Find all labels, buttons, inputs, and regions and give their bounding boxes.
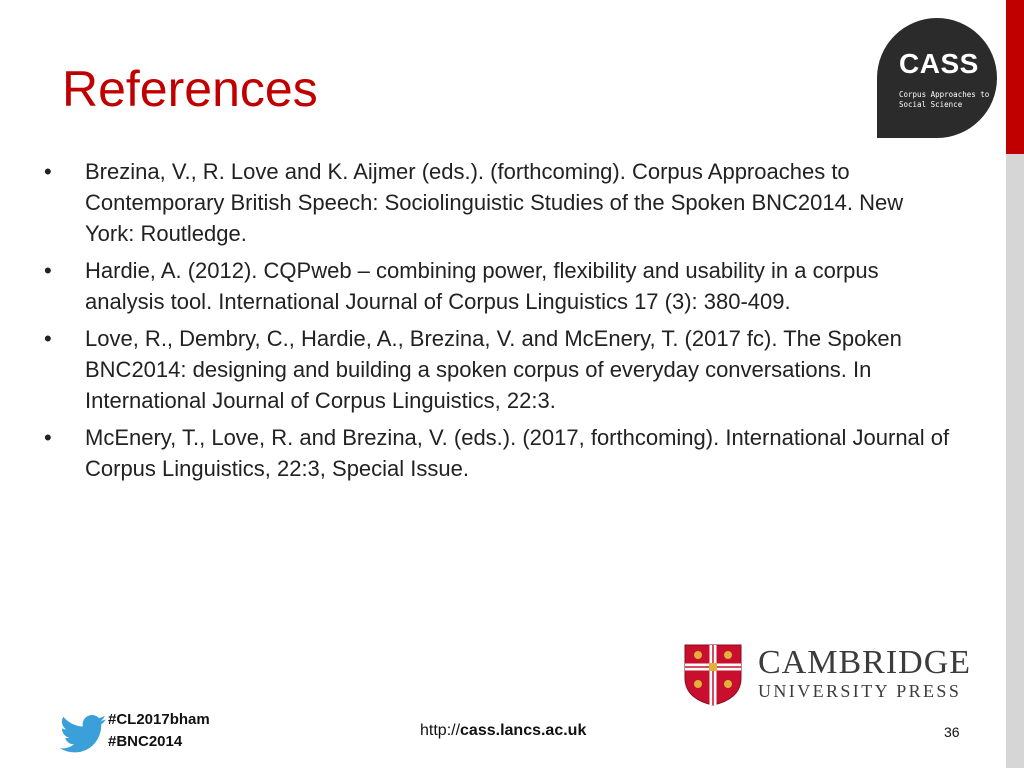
publisher-name: CAMBRIDGE (758, 644, 972, 681)
bullet-icon: • (44, 258, 52, 283)
cass-logo-subtitle: Corpus Approaches to Social Science (899, 90, 990, 109)
twitter-bird-icon (60, 714, 106, 754)
footer-url[interactable] (420, 722, 586, 740)
hashtags (108, 709, 210, 753)
reference-item (44, 255, 954, 317)
publisher-subtitle: UNIVERSITY PRESS (758, 681, 962, 701)
reference-text: Hardie, A. (2012). CQPweb – combining power, flexibility and usability in a corpus analysis tool. International Journal of Corpus Linguistics 17 (3): 380-409. (85, 258, 879, 314)
bullet-icon: • (44, 425, 52, 450)
page-number: 36 (944, 724, 960, 740)
bullet-icon: • (44, 326, 52, 351)
reference-item (44, 156, 954, 249)
url-domain: cass.lancs.ac.uk (460, 722, 587, 739)
bullet-icon: • (44, 159, 52, 184)
cass-logo-name: CASS (899, 48, 979, 79)
slide-title: References (62, 61, 318, 117)
reference-item (44, 422, 954, 484)
cass-logo (877, 18, 997, 138)
hashtag-cl2017bham: #CL2017bham (108, 711, 210, 728)
reference-text: Love, R., Dembry, C., Hardie, A., Brezina, V. and McEnery, T. (2017 fc). The Spoken BNC2014: designing and building a spoken corpus of everyday conversations. In International Journal of Corpus Linguistics, 22:3. (85, 326, 902, 413)
cambridge-university-press-logo (684, 644, 996, 706)
reference-text: McEnery, T., Love, R. and Brezina, V. (eds.). (2017, forthcoming). International Journal of Corpus Linguistics, 22:3, Special Issue. (85, 425, 950, 481)
cambridge-crest-icon (684, 644, 742, 706)
grey-side-bar (1006, 154, 1024, 768)
reference-list (44, 156, 954, 490)
reference-item (44, 323, 954, 416)
reference-text: Brezina, V., R. Love and K. Aijmer (eds.). (forthcoming). Corpus Approaches to Contemporary British Speech: Sociolinguistic Studies of the Spoken BNC2014. New York: Routledge. (85, 159, 904, 246)
url-prefix: http:// (420, 722, 461, 739)
accent-side-bar (1006, 0, 1024, 154)
hashtag-bnc2014: #BNC2014 (108, 733, 183, 750)
